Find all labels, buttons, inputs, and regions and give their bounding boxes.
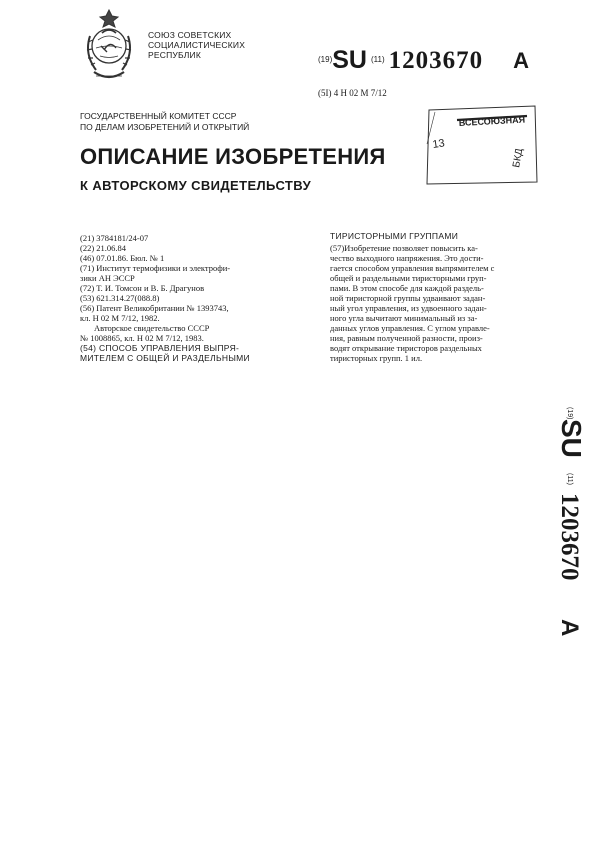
- union-name: [148, 30, 245, 60]
- stamp-side-right: БКД: [511, 147, 526, 169]
- union-line: СОЦИАЛИСТИЧЕСКИХ: [148, 40, 246, 50]
- committee-name: [80, 111, 249, 132]
- vertical-kind: A: [556, 619, 583, 637]
- code-19: (19): [318, 55, 333, 64]
- stamp-side-left: 13: [431, 137, 446, 151]
- abstract-line: общей и раздельными тиристорными груп-: [330, 273, 487, 283]
- biblio-line: (71) Институт термофизики и электрофи-: [80, 263, 231, 273]
- abstract-line: ния, равным полученной разности, произ-: [330, 333, 483, 343]
- committee-line: ПО ДЕЛАМ ИЗОБРЕТЕНИЙ И ОТКРЫТИЙ: [80, 121, 250, 132]
- publication-number: [318, 46, 529, 75]
- stamp-text: ВСЕСОЮЗНАЯ: [458, 114, 526, 128]
- biblio-line: кл. H 02 M 7/12, 1982.: [80, 313, 160, 323]
- abstract-line: (57)Изобретение позволяет повысить ка-: [330, 243, 478, 253]
- biblio-line: (53) 621.314.27(088.8): [80, 293, 160, 303]
- vertical-code-11: (11): [566, 473, 573, 485]
- abstract-line: ный угол управления, из удвоенного задан-: [330, 303, 487, 313]
- abstract-line: пами. В этом способе для каждой раздель-: [330, 283, 484, 293]
- document-subtitle: К АВТОРСКОМУ СВИДЕТЕЛЬСТВУ: [80, 178, 312, 193]
- abstract-line: данных углов управления. С углом управле-: [330, 323, 490, 333]
- biblio-line: (22) 21.06.84: [80, 243, 127, 253]
- vertical-patent-number: [538, 405, 587, 645]
- patent-number: 1203670: [388, 47, 484, 74]
- doc-kind: A: [513, 48, 529, 73]
- library-stamp: [423, 104, 541, 186]
- abstract-line: гается способом управления выпрямителем с: [330, 263, 495, 273]
- biblio-line: (72) Т. И. Томсон и В. Б. Драгунов: [80, 283, 205, 293]
- abstract: [330, 243, 544, 363]
- invention-title-line: (54) СПОСОБ УПРАВЛЕНИЯ ВЫПРЯ-: [80, 343, 240, 353]
- cert-line: № 1008865, кл. H 02 M 7/12, 1983.: [80, 333, 204, 343]
- invention-title-line: МИТЕЛЕМ С ОБЩЕЙ И РАЗДЕЛЬНЫМИ: [80, 353, 250, 363]
- abstract-line: тиристорных групп. 1 ил.: [330, 353, 423, 363]
- bibliographic-data: [80, 233, 304, 363]
- committee-line: ГОСУДАРСТВЕННЫЙ КОМИТЕТ СССР: [80, 111, 237, 121]
- vertical-code-19: (19): [566, 407, 573, 420]
- ipc-classification: (5I) 4 H 02 M 7/12: [318, 88, 387, 98]
- union-line: СОЮЗ СОВЕТСКИХ: [148, 30, 232, 40]
- cert-line: Авторское свидетельство СССР: [94, 323, 210, 333]
- union-line: РЕСПУБЛИК: [148, 50, 202, 60]
- biblio-line: (56) Патент Великобритании № 1393743,: [80, 303, 229, 313]
- vertical-number: 1203670: [556, 493, 583, 581]
- biblio-line: зики АН ЭССР: [80, 273, 135, 283]
- abstract-line: ной тиристорной группы удваивают задан-: [330, 293, 486, 303]
- biblio-line: (21) 3784181/24-07: [80, 233, 149, 243]
- code-11: (11): [370, 55, 385, 64]
- invention-title-continuation: ТИРИСТОРНЫМИ ГРУППАМИ: [330, 231, 459, 241]
- document-title: ОПИСАНИЕ ИЗОБРЕТЕНИЯ: [80, 144, 386, 169]
- vertical-country-code: SU: [556, 419, 587, 458]
- country-code: SU: [332, 46, 367, 74]
- biblio-line: (46) 07.01.86. Бюл. № 1: [80, 253, 165, 263]
- ussr-emblem-icon: [78, 6, 140, 86]
- abstract-line: чество выходного напряжения. Это дости-: [330, 253, 484, 263]
- abstract-line: водят открывание тиристоров раздельных: [330, 343, 482, 353]
- abstract-line: ного угла вычитают минимальный из за-: [330, 313, 478, 323]
